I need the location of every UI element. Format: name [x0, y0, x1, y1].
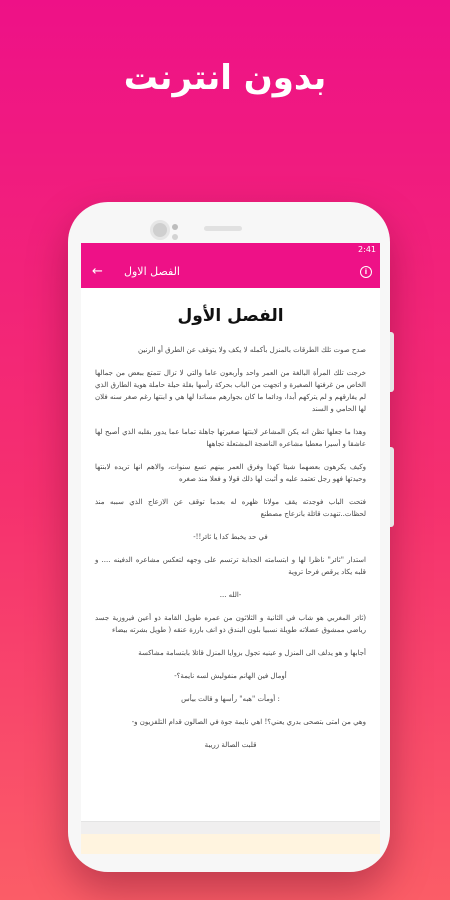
paragraph: في حد يخبط كدا يا ثائر!!-: [193, 533, 268, 541]
app-bar-title: الفصل الاول: [124, 265, 180, 278]
paragraph: -الله ...: [219, 591, 242, 599]
paragraph: أجابها و هو يدلف الى المنزل و عينيه تجول بزوايا المنزل قائلا بابتسامة مشاكسة: [138, 649, 366, 657]
paragraph: : أومأت "هبه" رأسها و قالت بيأس: [181, 695, 280, 703]
reader-bottom-bar: [81, 821, 380, 834]
paragraph: خرجت تلك المرأة البالغة من العمر واحد وأربعون عاما والتي لا تزال تتمتع ببعض من جمالها الخاص من غرفتها الصغيرة و اتجهت من الباب بحركة رأسها بقلة حيلة حاملة هوية الطارق الذي لم يفارقهم و لم يتركهم أبدا، ودائما ما كان بجوارهم مساندا لها هي و ابنتها رغم صغر سنه فلان لها الحامي و السند: [95, 369, 366, 413]
arrow-back-icon[interactable]: ←: [92, 264, 103, 279]
phone-chin: [81, 834, 380, 854]
app-screen: [81, 243, 380, 834]
paragraph: أومال فين الهانم منفوليش لسه نايمة؟-: [174, 672, 287, 680]
phone-mockup: [68, 202, 390, 872]
paragraph: وهي من امتى بتصحى بدري يعني؟! اهي نايمة جوة في الصالون قدام التلفزيون و-: [131, 718, 366, 726]
chapter-title: الفصل الأول: [177, 306, 284, 326]
paragraph: وهذا ما جعلها تظن انه يكن المشاعر لابنتها صغيرتها جاهلة تماما عما يدور بقلبه الذي أصبح لها عاشقا و أسيرا معطيا مشاعره الناضجة المشتعلة تجاهها: [95, 428, 366, 448]
promo-headline: بدون انترنت: [123, 58, 327, 98]
paragraph: قلبت الصالة زريبة: [204, 741, 257, 749]
paragraph: استدار "ثائر" ناظرا لها و ابتسامته الجذابة ترتسم على وجهه لتعكس مشاعره الدفينه .... و قلبه يكاد يرقص فرحا تروية: [95, 556, 366, 576]
chapter-content[interactable]: [81, 288, 380, 751]
phone-sensor: [172, 234, 178, 240]
status-time: 2:41: [358, 245, 376, 254]
paragraph: وكيف يكرهون بعضهما شيئا كهذا وفرق العمر بينهم تسع سنوات، والاهم انها تريده لابنتها وحيدتها فهو رجل تعتمد عليه و أثبت لها ذلك قولا و فعلا منذ صغره: [95, 463, 366, 483]
app-bar: [81, 257, 380, 288]
paragraph: (ثائر المغربي هو شاب في الثانية و الثلاثون من عمره طويل القامة ذو أعين فيروزية جسد رياضي ممشوق عضلاته طويلة نسبيا بلون البندق ذو انف بارزة عنقه ( طويل بشرته بيضاء: [95, 614, 366, 634]
paragraph: صدح صوت تلك الطرقات بالمنزل بأكمله لا يكف ولا يتوقف عن الطرق أو الرنين: [138, 346, 366, 354]
status-bar: [81, 243, 380, 257]
phone-side-button: [390, 332, 394, 392]
paragraph: فتحت الباب فوجدته يقف مولانا ظهره له بعدما توقف عن الازعاج الذي سببه منذ لحظات..تنهدت قائلة بانزعاج مصطنع: [95, 498, 366, 518]
info-icon[interactable]: i: [360, 266, 372, 278]
phone-side-button: [390, 447, 394, 527]
phone-sensor: [172, 224, 178, 230]
front-camera: [150, 220, 170, 240]
phone-speaker: [204, 226, 242, 231]
